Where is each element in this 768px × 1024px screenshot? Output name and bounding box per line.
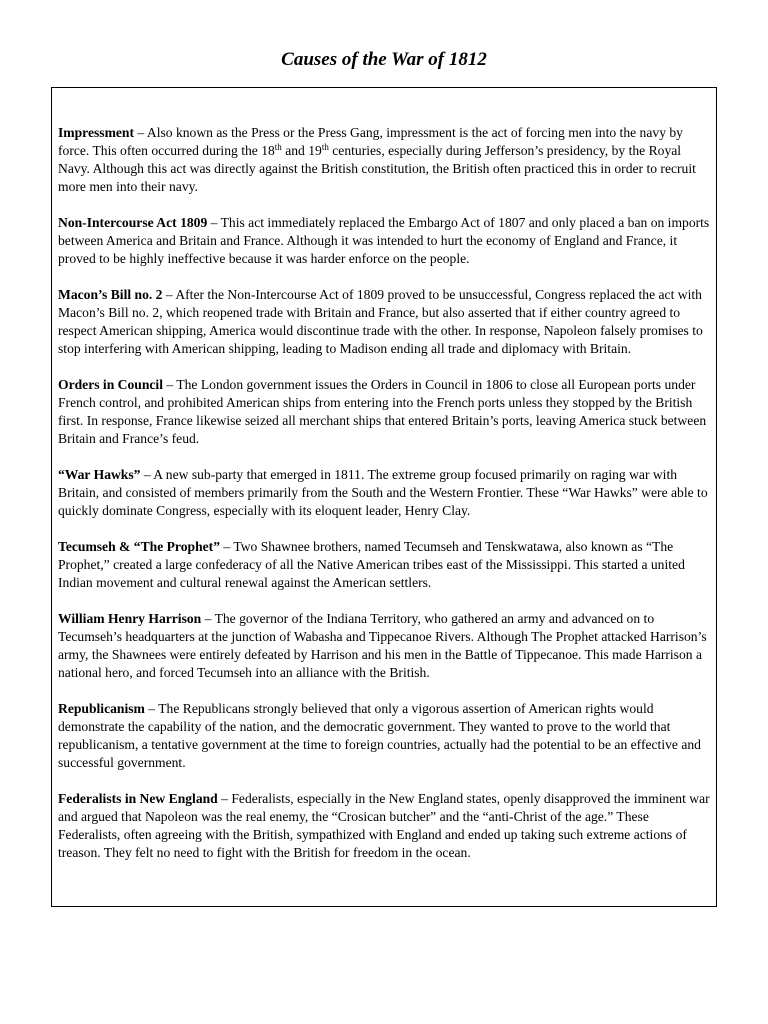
entry-non-intercourse-act (58, 214, 710, 268)
entry-term: Orders in Council (58, 377, 163, 392)
entry-text: and 19 (281, 143, 322, 158)
entry-term: Federalists in New England (58, 791, 218, 806)
entry-impressment (58, 124, 710, 196)
entry-text: – A new sub-party that emerged in 1811. The extreme group focused primarily on raging war with Britain, and consisted of members primarily from the South and the Western Frontier. These “War Hawks” were able to quickly dominate Congress, especially with its eloquent leader, Henry Clay. (58, 467, 708, 518)
entry-william-henry-harrison (58, 610, 710, 682)
entry-term: Macon’s Bill no. 2 (58, 287, 163, 302)
entry-republicanism (58, 700, 710, 772)
entry-text: – The London government issues the Orders in Council in 1806 to close all European ports under French control, and prohibited American ships from entering into the French ports unless they stopped by the British first. In response, France likewise seized all merchant ships that entered Britain’s ports, leaving America stuck between Britain and France’s feud. (58, 377, 707, 446)
entry-text: – After the Non-Intercourse Act of 1809 proved to be unsuccessful, Congress replaced the act with Macon’s Bill no. 2, which reopened trade with Britain and France, but also asserted that if either country agreed to respect American shipping, America would discontinue trade with the other. In response, Napoleon falsely promises to stop interfering with American shipping, leading to Madison ending all trade and diplomacy with Britain. (58, 287, 703, 356)
entry-war-hawks (58, 466, 710, 520)
entry-text: – The Republicans strongly believed that only a vigorous assertion of American rights would demonstrate the capability of the nation, and the democratic government. They wanted to prove to the world that republicanism, a tentative government at the time to foreign countries, actually had the potential to be an effective and successful government. (58, 701, 701, 770)
document-title: Causes of the War of 1812 (281, 49, 487, 70)
entry-text: – This act immediately replaced the Embargo Act of 1807 and only placed a ban on imports between America and Britain and France. Although it was intended to hurt the economy of England and France, it proved to be highly ineffective because it was harder enforce on the people. (58, 215, 710, 266)
entry-term: William Henry Harrison (58, 611, 202, 626)
entry-term: Tecumseh & “The Prophet” (58, 539, 220, 554)
entry-term: Republicanism (58, 701, 145, 716)
entry-text: – Also known as the Press or the Press Gang, impressment is the act of forcing men into the navy by force. This often occurred during the 18 (58, 125, 683, 158)
ordinal-suffix: th (321, 142, 329, 152)
entry-text: – The governor of the Indiana Territory, who gathered an army and advanced on to Tecumseh’s headquarters at the junction of Wabasha and Tippecanoe Rivers. Although The Prophet attacked Harrison’s army, the Shawnees were entirely defeated by Harrison and his men in the Battle of Tippecanoe. This made Harrison a national hero, and forced Tecumseh into an alliance with the British. (58, 611, 707, 680)
ordinal-suffix: th (274, 142, 282, 152)
entry-term: “War Hawks” (58, 467, 141, 482)
entry-term: Impressment (58, 125, 135, 140)
entry-text: – Two Shawnee brothers, named Tecumseh and Tenskwatawa, also known as “The Prophet,” created a large confederacy of all the Native American tribes east of the Mississippi. This started a united Indian movement and cultural renewal against the American settlers. (58, 539, 685, 590)
entry-macons-bill (58, 286, 710, 358)
entry-text: centuries, especially during Jefferson’s presidency, by the Royal Navy. Although this act was directly against the British constitution, the British often practiced this in order to recruit more men into their navy. (58, 143, 696, 194)
entry-federalists-new-england (58, 790, 710, 862)
entry-orders-in-council (58, 376, 710, 448)
content-box (51, 87, 717, 907)
entry-tecumseh-prophet (58, 538, 710, 592)
entry-term: Non-Intercourse Act 1809 (58, 215, 208, 230)
entry-text: – Federalists, especially in the New England states, openly disapproved the imminent war and argued that Napoleon was the real enemy, the “Crosican butcher” and the “anti-Christ of the age.” These Federalists, often agreeing with the British, sympathized with England and ended up taking such extreme actions of treason. They felt no need to fight with the British for freedom in the ocean. (58, 791, 710, 860)
